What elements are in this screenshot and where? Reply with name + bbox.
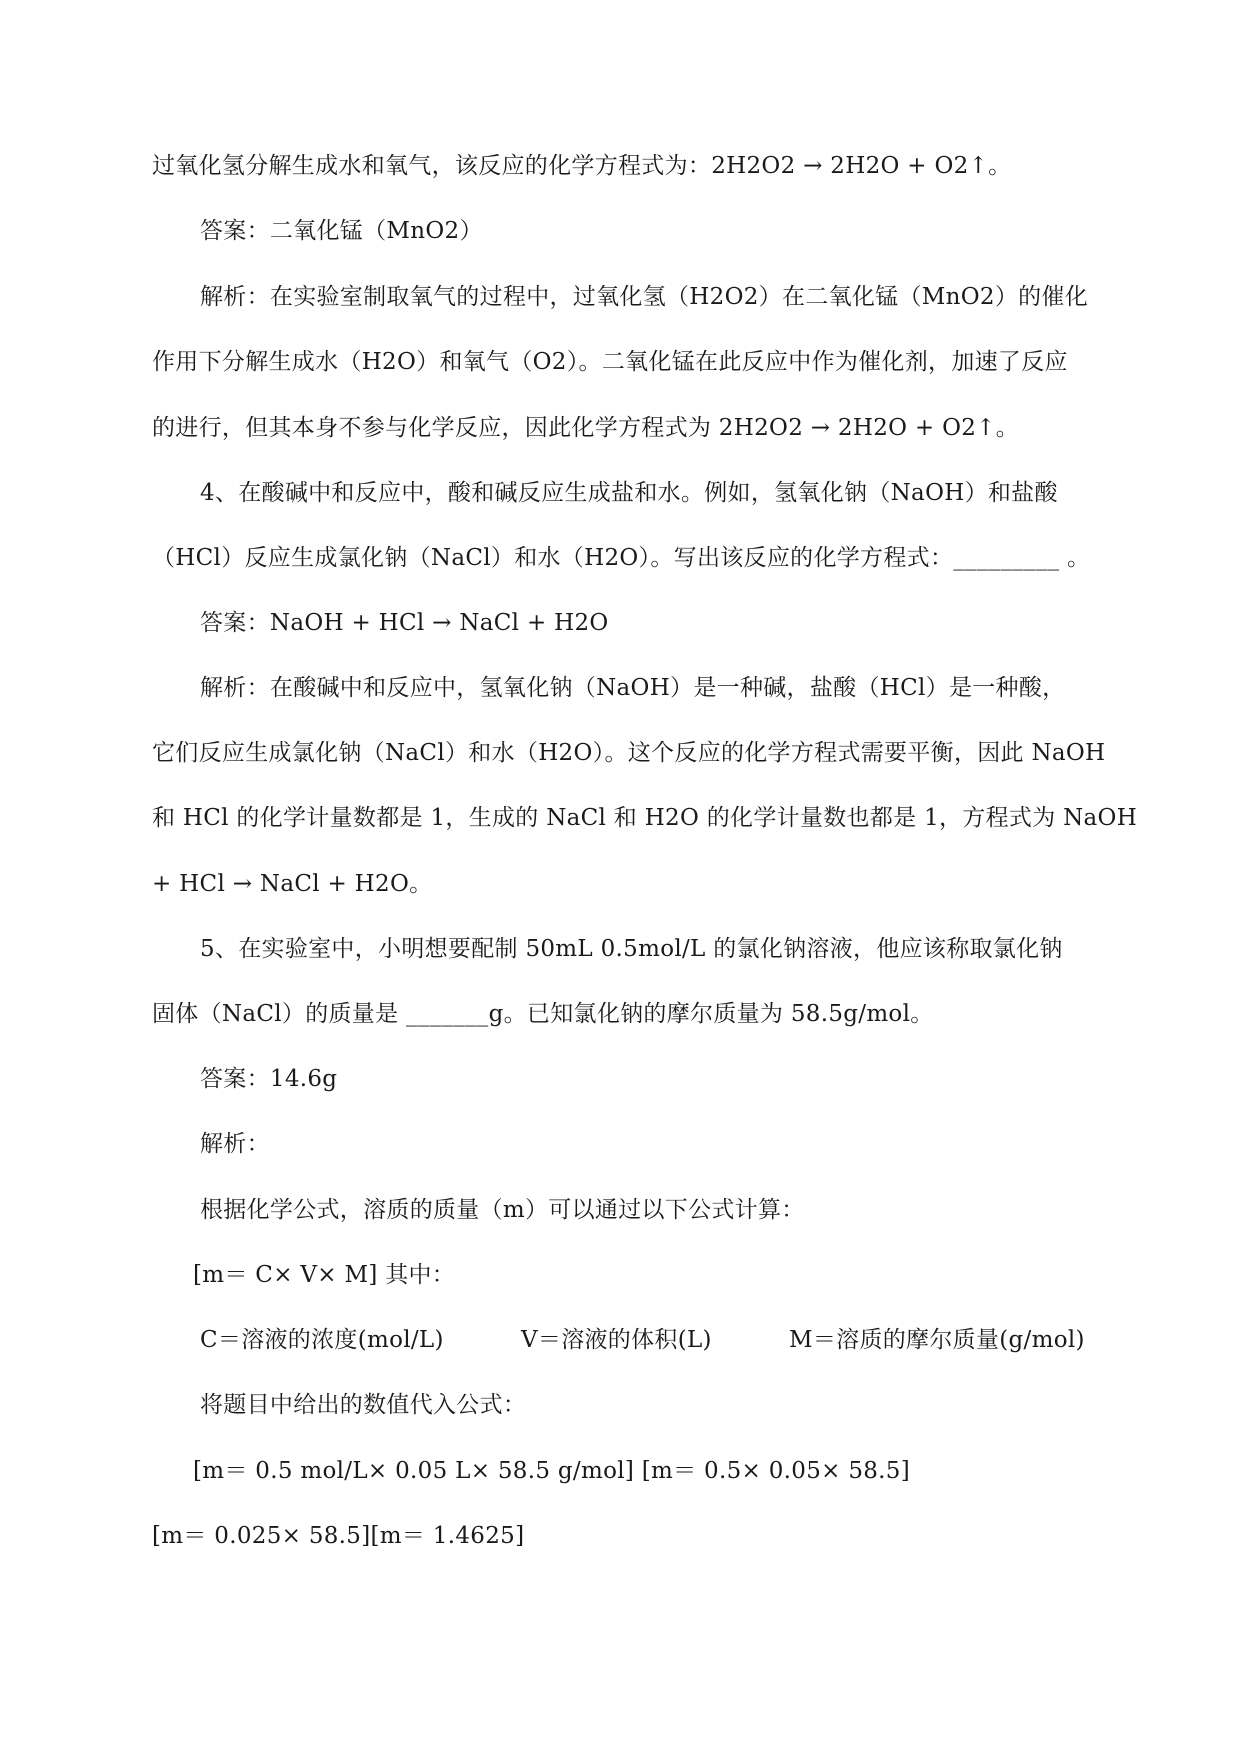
text-line: + HCl → NaCl + H2O。 xyxy=(152,871,433,897)
text-line: 过氧化氢分解生成水和氧气，该反应的化学方程式为：2H2O2 → 2H2O + O2↑。 xyxy=(152,153,1012,179)
definition-c: C＝溶液的浓度(mol/L) xyxy=(200,1327,444,1353)
text-line: 根据化学公式，溶质的质量（m）可以通过以下公式计算： xyxy=(200,1197,805,1223)
formula-line: [m＝ 0.5 mol/L× 0.05 L× 58.5 g/mol] [m＝ 0.5× 0.05× 58.5] xyxy=(193,1458,910,1484)
formula-line: [m＝ 0.025× 58.5][m＝ 1.4625] xyxy=(152,1523,525,1549)
text-line: 作用下分解生成水（H2O）和氧气（O2）。二氧化锰在此反应中作为催化剂，加速了反应 xyxy=(152,349,1068,375)
answer-line: 答案：二氧化锰（MnO2） xyxy=(200,218,483,244)
analysis-line: 解析：在实验室制取氧气的过程中，过氧化氢（H2O2）在二氧化锰（MnO2）的催化 xyxy=(200,284,1089,310)
question-line: 4、在酸碱中和反应中，酸和碱反应生成盐和水。例如，氢氧化钠（NaOH）和盐酸 xyxy=(200,480,1058,506)
definition-m: M＝溶质的摩尔质量(g/mol) xyxy=(789,1327,1085,1353)
text-line: 和 HCl 的化学计量数都是 1，生成的 NaCl 和 H2O 的化学计量数也都是 1，方程式为 NaOH xyxy=(152,805,1138,831)
question-line: 5、在实验室中，小明想要配制 50mL 0.5mol/L 的氯化钠溶液，他应该称取氯化钠 xyxy=(200,936,1063,962)
answer-line: 答案：14.6g xyxy=(200,1066,338,1092)
text-line: 的进行，但其本身不参与化学反应，因此化学方程式为 2H2O2 → 2H2O + O2↑。 xyxy=(152,415,1020,441)
analysis-line: 解析：在酸碱中和反应中，氢氧化钠（NaOH）是一种碱，盐酸（HCl）是一种酸， xyxy=(200,675,1066,701)
analysis-heading: 解析： xyxy=(200,1131,270,1157)
text-line: 将题目中给出的数值代入公式： xyxy=(200,1392,527,1418)
definition-v: V＝溶液的体积(L) xyxy=(521,1327,712,1353)
text-line: 它们反应生成氯化钠（NaCl）和水（H2O）。这个反应的化学方程式需要平衡，因此 NaOH xyxy=(152,740,1106,766)
answer-line: 答案：NaOH + HCl → NaCl + H2O xyxy=(200,610,609,636)
text-line: （HCl）反应生成氯化钠（NaCl）和水（H2O）。写出该反应的化学方程式：_________ 。 xyxy=(152,545,1091,571)
text-line: 固体（NaCl）的质量是 _______g。已知氯化钠的摩尔质量为 58.5g/mol。 xyxy=(152,1001,934,1027)
formula-line: [m＝ C× V× M] 其中： xyxy=(193,1262,456,1288)
